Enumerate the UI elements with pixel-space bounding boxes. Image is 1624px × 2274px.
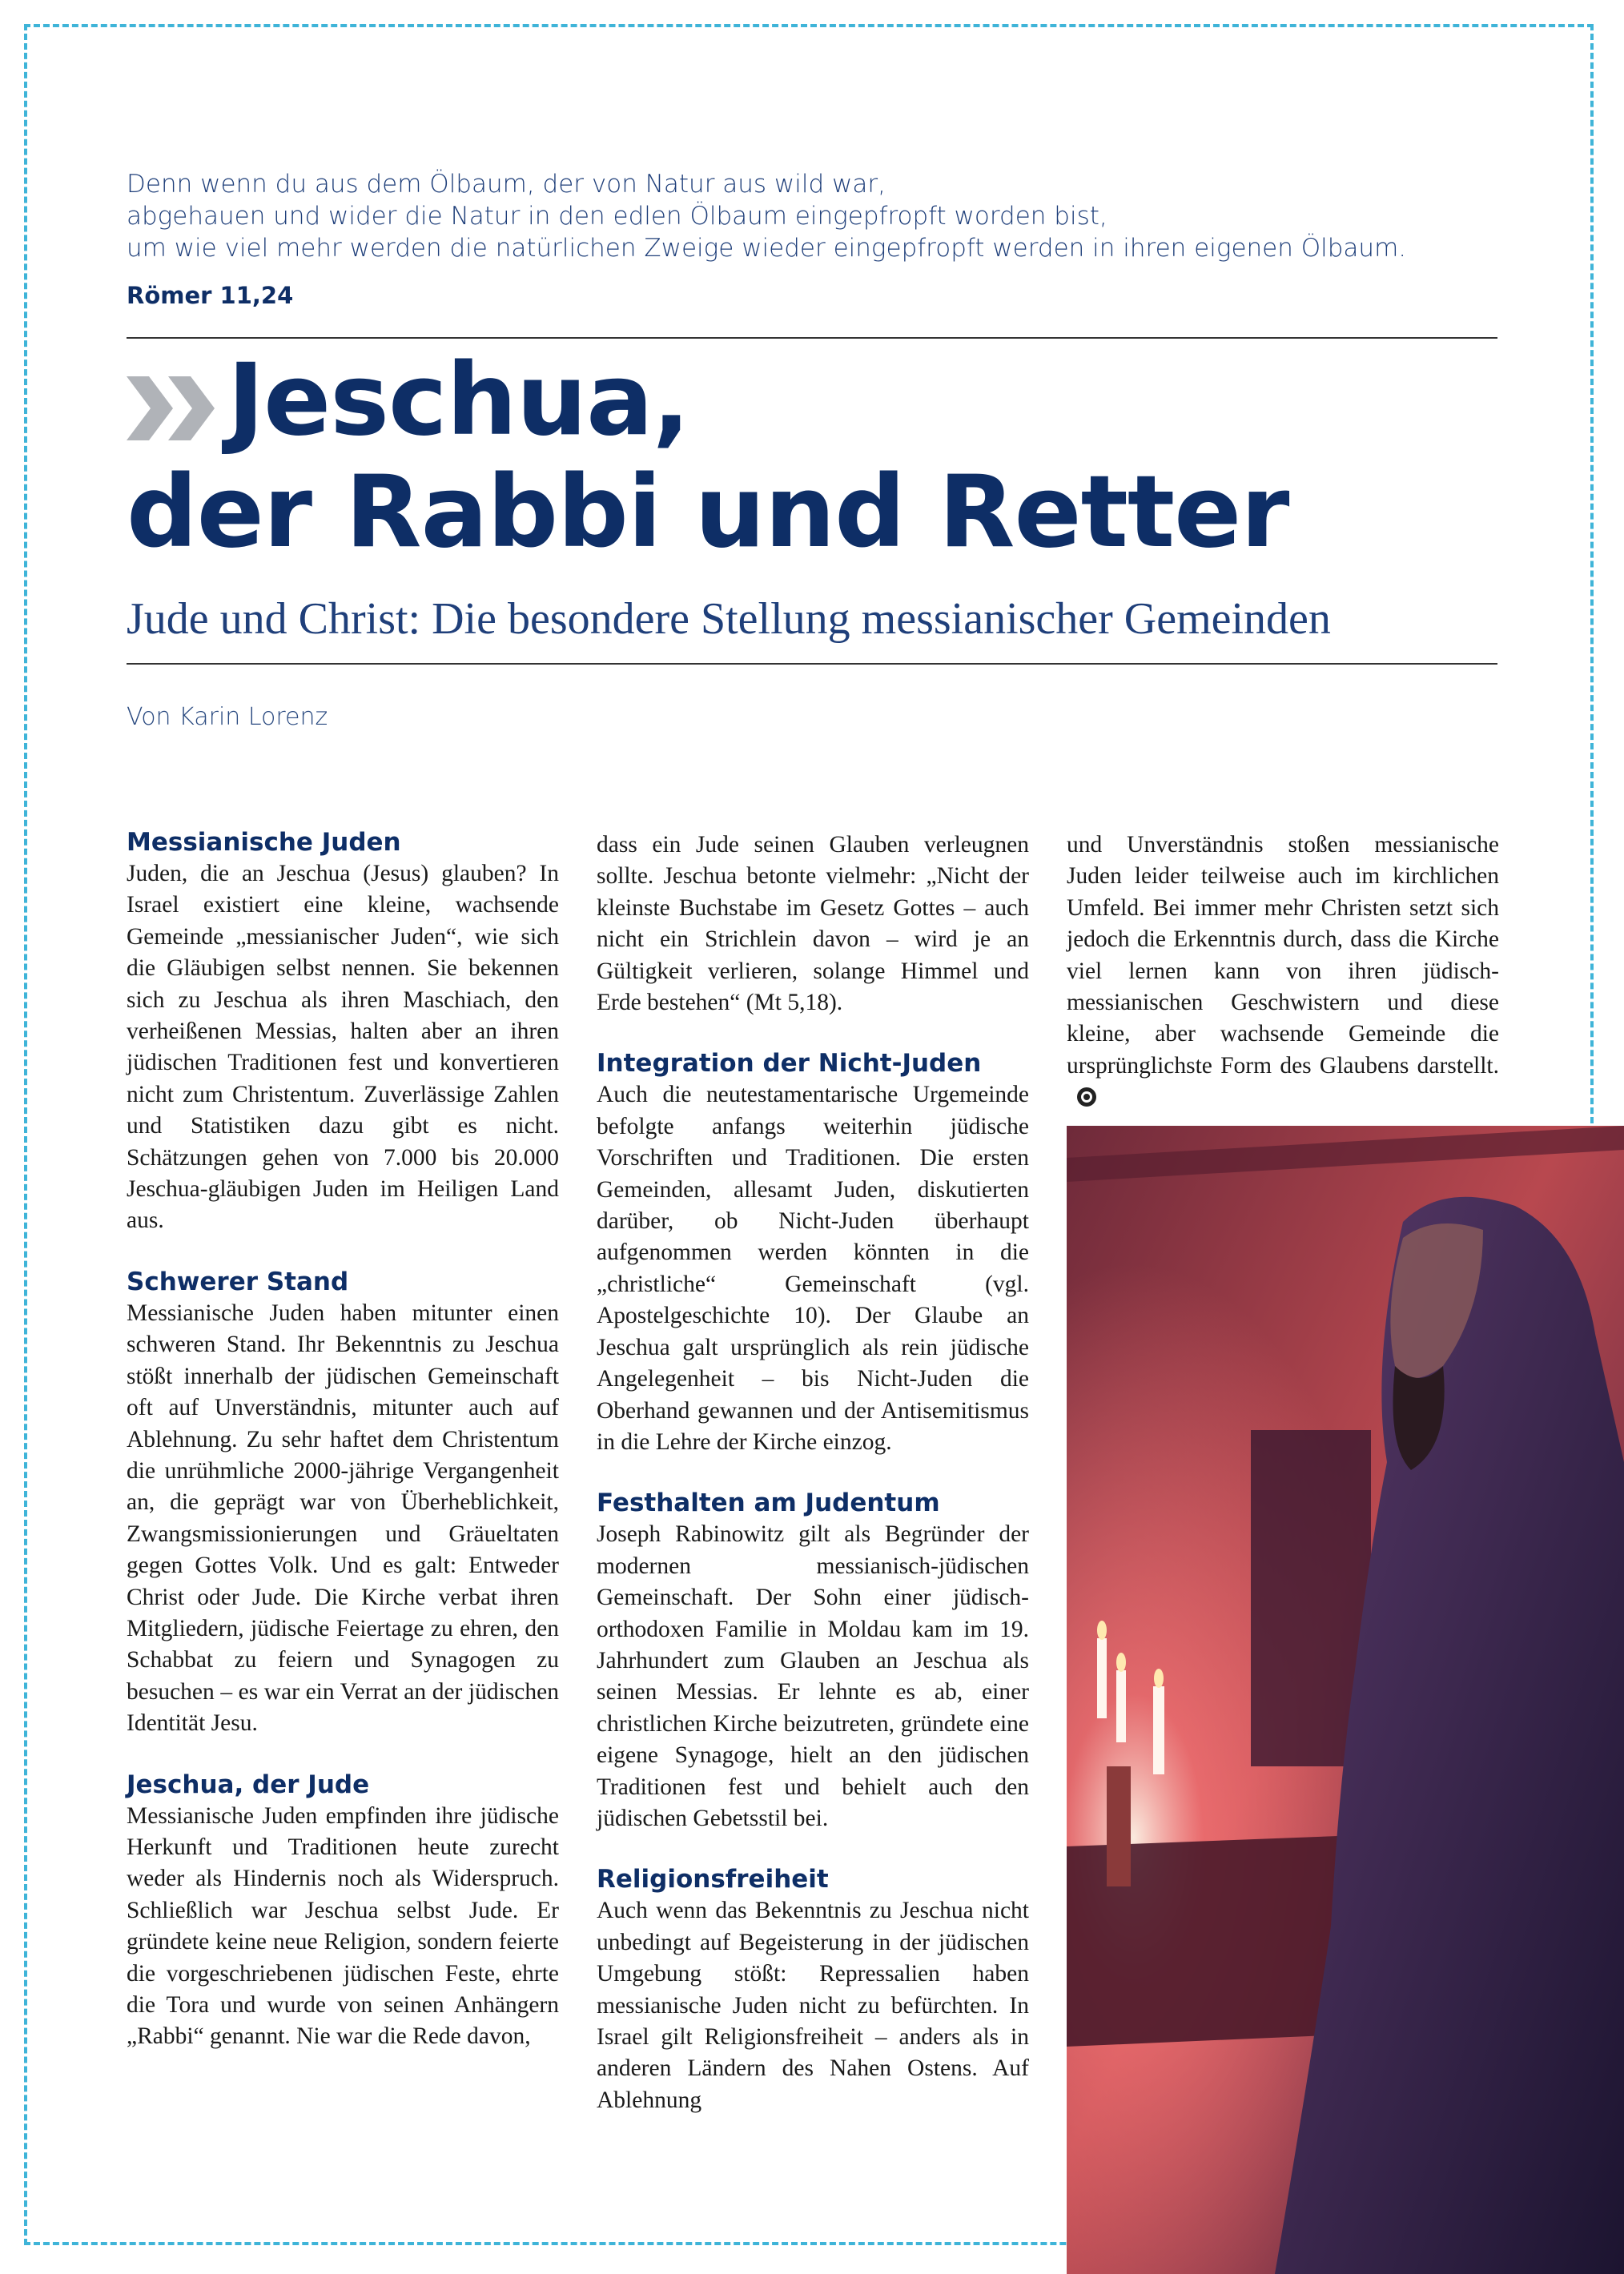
section-text: Messianische Juden empfinden ihre jüdische Herkunft und Traditionen heute zurecht weder als Hindernis noch als Widerspruch. Schließlich war Jeschua selbst Jude. Er gründete keine neue Religion, sondern feierte die vorgeschriebenen jüdischen Feste, ehrte die Tora und wurde von seinen Anhängern „Rabbi“ genannt. Nie war die Rede davon, xyxy=(127,1802,559,2050)
article-title xyxy=(127,344,1488,568)
title-line-2: der Rabbi und Retter xyxy=(127,455,1289,570)
section-heading: Messianische Juden xyxy=(127,828,401,857)
rabbi-candlelight-illustration xyxy=(1067,1126,1624,2274)
section-heading: Jeschua, der Jude xyxy=(127,1770,370,1799)
section-text: Juden, die an Jeschua (Jesus) glauben? In Israel existiert eine kleine, wachsende Gemeinde „messianischer Juden“, wie sich die Gläubigen selbst nennen. Sie bekennen sich zu Jeschua als ihren Maschiach, den verheißenen Messias, halten aber an ihren jüdischen Traditionen fest und konvertieren nicht zum Christentum. Zuverlässige Zahlen und Statistiken dazu gibt es nicht. Schätzungen gehen von 7.000 bis 20.000 Jeschua-gläubigen Juden im Heiligen Land aus. xyxy=(127,861,559,1234)
quote-line: Denn wenn du aus dem Ölbaum, der von Natur aus wild war, xyxy=(127,170,886,199)
divider-top xyxy=(127,337,1497,339)
section-text: Messianische Juden haben mitunter einen schweren Stand. Ihr Bekenntnis zu Jeschua stößt innerhalb der jüdischen Gemeinschaft oft auf Unverständnis, mitunter auch auf Ablehnung. Zu sehr haftet dem Christentum die unrühmliche 2000-jährige Vergangenheit an, die geprägt war von Überheblichkeit, Zwangsmissionierungen und Gräueltaten gegen Gottes Volk. Und es galt: Entweder Christ oder Jude. Die Kirche verbat ihren Mitgliedern, jüdische Feiertage zu ehren, den Schabbat zu feiern und Synagogen zu besuchen – es war ein Verrat an der jüdischen Identität Jesu. xyxy=(127,1300,559,1737)
bible-quote xyxy=(127,168,1488,264)
section-text: Joseph Rabinowitz gilt als Begründer der modernen messianisch-jüdischen Gemeinschaft. Der Sohn einer jüdisch-orthodoxen Familie in Moldau kam im 19. Jahrhundert zum Glauben an Jeschua als seinen Messias. Er lehnte es ab, einer christlichen Kirche beizutreten, gründete eine eigene Synagoge, hielt an den jüdischen Traditionen fest und behielt auch den jüdischen Gebetsstil bei. xyxy=(597,1521,1029,1831)
closing-paragraph xyxy=(1067,830,1499,1114)
article-subtitle: Jude und Christ: Die besondere Stellung messianischer Gemeinden xyxy=(127,594,1331,644)
text-column-1 xyxy=(127,826,559,2082)
quote-reference: Römer 11,24 xyxy=(127,282,294,309)
quote-line: um wie viel mehr werden die natürlichen Zweige wieder eingepfropft werden in ihren eigenen Ölbaum. xyxy=(127,234,1407,263)
section-heading: Integration der Nicht-Juden xyxy=(597,1049,982,1079)
section-text: dass ein Jude seinen Glauben verleugnen sollte. Jeschua betonte vielmehr: „Nicht der kleinste Buchstabe im Gesetz Gottes – auch nicht ein Strichlein davon – wird je an Gültigkeit verlieren, solange Himmel und Erde bestehen“ (Mt 5,18). xyxy=(597,832,1029,1016)
text-column-2 xyxy=(597,830,1029,2145)
section-text: Auch wenn das Bekenntnis zu Jeschua nicht unbedingt auf Begeisterung in der jüdischen Umgebung stößt: Repressalien haben messianische Juden nicht zu befürchten. In Israel gilt Religionsfreiheit – anders als in anderen Ländern des Nahen Ostens. Auf Ablehnung xyxy=(597,1898,1029,2113)
section-heading: Festhalten am Judentum xyxy=(597,1489,940,1518)
section-heading: Schwerer Stand xyxy=(127,1267,349,1296)
section-text: Auch die neutestamentarische Urgemeinde befolgte anfangs weiterhin jüdische Vorschriften und Traditionen. Die ersten Gemeinden, allesamt Juden, diskutierten darüber, ob Nicht-Juden überhaupt aufgenommen werden könnten in die „christliche“ Gemeinschaft (vgl. Apostelgeschichte 10). Der Glaube an Jeschua galt ursprünglich als rein jüdische Angelegenheit – bis Nicht-Juden die Oberhand gewannen und der Antisemitismus in die Lehre der Kirche einzog. xyxy=(597,1082,1029,1455)
text-column-3 xyxy=(1067,830,1499,1143)
end-mark-icon xyxy=(1076,1087,1097,1107)
title-line-1: Jeschua, xyxy=(227,343,689,458)
quote-line: abgehauen und wider die Natur in den edlen Ölbaum eingepfropft worden bist, xyxy=(127,202,1107,231)
author-byline: Von Karin Lorenz xyxy=(127,703,328,731)
divider-bottom xyxy=(127,663,1497,665)
section-heading: Religionsfreiheit xyxy=(597,1865,829,1894)
section-text: und Unverständnis stoßen messianische Juden leider teilweise auch im kirchlichen Umfeld. Bei immer mehr Christen setzt sich jedoch die Erkenntnis durch, dass die Kirche viel lernen kann von ihren jüdisch-messianischen Geschwistern und diese kleine, aber wachsende Gemeinde die ursprünglichste Form des Glaubens darstellt. xyxy=(1067,832,1499,1079)
